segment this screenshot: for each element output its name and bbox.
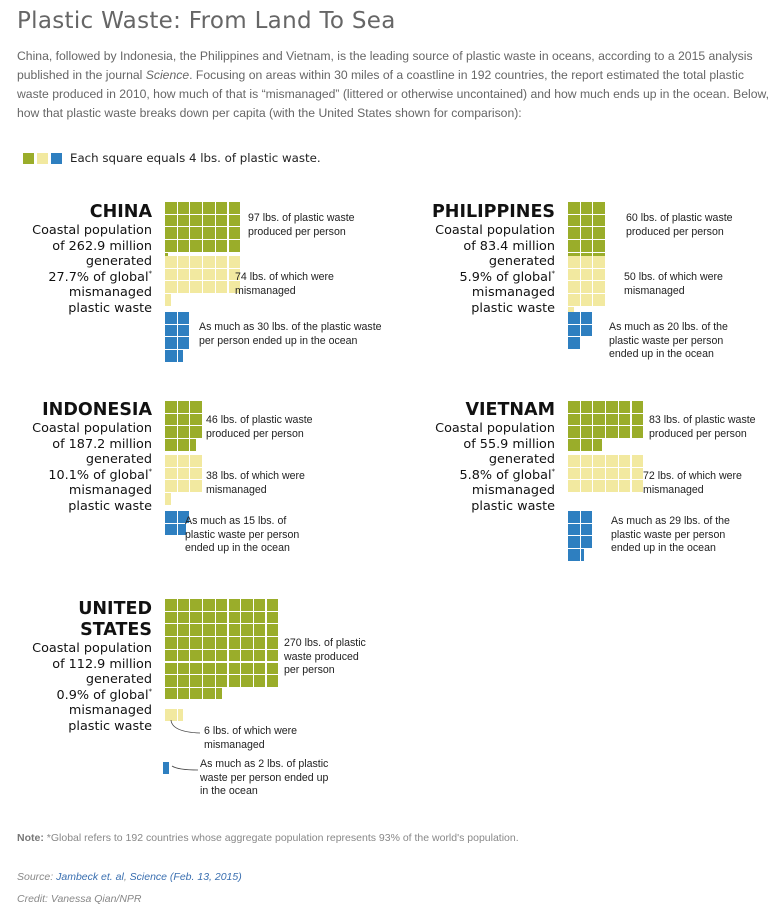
annotation-line: 97 lbs. of plastic waste (248, 212, 355, 224)
mismanaged-line: mismanaged (68, 703, 152, 718)
leader-line-ocean (172, 766, 198, 770)
mismanaged-line: mismanaged (471, 285, 555, 300)
note-star: * (46, 832, 51, 844)
footnote-star: * (551, 467, 555, 476)
generated-line: generated (85, 452, 152, 467)
source-link-jambeck[interactable]: Jambeck et. al (56, 871, 124, 883)
population-line-1: Coastal population (32, 641, 152, 656)
annotation-line: 38 lbs. of which were (206, 470, 305, 482)
annotation-line: produced per person (626, 225, 724, 238)
credit-line: Credit: Vanessa Qian/NPR (17, 893, 142, 905)
annotation-line: 74 lbs. of which were (235, 271, 334, 283)
annotation-line: ended up in the ocean (185, 542, 290, 554)
note-text: Global refers to 192 countries whose aggregate population represents 93% of the world's population. (50, 832, 519, 844)
annotation-line: mismanaged (235, 284, 296, 297)
population-line-2: of 262.9 million (52, 238, 152, 254)
population-line-1: Coastal population (435, 421, 555, 436)
annotation-line: mismanaged (206, 483, 267, 496)
annotation-line: plastic waste per person (185, 528, 300, 541)
footnote-star: * (148, 467, 152, 476)
generated-line: generated (85, 254, 152, 269)
plastic-waste-line: plastic waste (68, 300, 152, 316)
annotation-line: As much as 29 lbs. of the (611, 515, 730, 527)
intro-text-continued: . Focusing on areas within 30 miles of a coastline in 192 countries, the report estimated the total plastic waste produced in 2010, how much of that is “mismanaged” (littered or otherwise uncontained) and how much ends up in the ocean. Below, how that plastic waste breaks down per capita (with the United States shown for comparison): (17, 68, 769, 120)
generated-line: generated (488, 254, 555, 269)
annotation-line: plastic waste per person (611, 528, 726, 541)
global-share: 0.9% of global (56, 687, 149, 703)
annotation-line: 83 lbs. of plastic waste (649, 414, 756, 426)
plastic-waste-line: plastic waste (471, 498, 555, 514)
page-title: Plastic Waste: From Land To Sea (17, 8, 396, 34)
legend-text: Each square equals 4 lbs. of plastic waste. (70, 151, 321, 165)
country-name: CHINA (89, 202, 152, 222)
country-name-line-2: STATES (80, 620, 152, 640)
annotation-line: produced per person (248, 225, 346, 238)
generated-line: generated (488, 452, 555, 467)
source-link-science[interactable]: Science (Feb. 13, 2015) (129, 871, 242, 883)
source-line (17, 871, 242, 883)
mismanaged-line: mismanaged (68, 483, 152, 498)
population-line-2: of 187.2 million (52, 436, 152, 452)
annotation-line: in the ocean (200, 785, 258, 797)
annotation-line: plastic waste per person (609, 334, 724, 347)
annotation-line: waste per person ended up (200, 771, 329, 784)
annotation-line: mismanaged (624, 284, 685, 297)
mismanaged-line: mismanaged (68, 285, 152, 300)
annotation-line: 72 lbs. of which were (643, 470, 742, 482)
annotation-line: 6 lbs. of which were (204, 725, 298, 737)
footnote-star: * (148, 687, 152, 696)
annotation-line: per person (284, 664, 335, 676)
global-share: 27.7% of global (48, 269, 149, 285)
annotation-line: 46 lbs. of plastic waste (206, 414, 313, 426)
country-name-line-1: UNITED (78, 599, 152, 619)
footnote-star: * (551, 269, 555, 278)
annotation-line: As much as 20 lbs. of the (609, 321, 728, 333)
note-label: Note: (17, 832, 44, 844)
country-name: VIETNAM (465, 400, 555, 420)
population-line-1: Coastal population (435, 223, 555, 238)
annotation-line: produced per person (206, 427, 304, 440)
intro-text: China, followed by Indonesia, the Philippines and Vietnam, is the leading source of plastic waste in oceans, according to a 2015 analysis published in the journal (17, 49, 753, 82)
annotation-line: ended up in the ocean (609, 348, 714, 360)
plastic-waste-line: plastic waste (68, 718, 152, 734)
annotation-line: produced per person (649, 427, 747, 440)
population-line-2: of 55.9 million (463, 436, 555, 452)
leader-line-mismanaged (171, 720, 200, 733)
footnote-star: * (148, 269, 152, 278)
generated-line: generated (85, 672, 152, 687)
global-share: 10.1% of global (48, 467, 149, 483)
annotation-line: mismanaged (643, 483, 704, 496)
annotation-line: 270 lbs. of plastic (284, 637, 366, 649)
source-separator: , (123, 871, 130, 883)
mismanaged-line: mismanaged (471, 483, 555, 498)
population-line-1: Coastal population (32, 421, 152, 436)
annotation-line: mismanaged (204, 738, 265, 751)
annotation-line: per person ended up in the ocean (199, 334, 358, 347)
footnote (17, 832, 519, 844)
annotation-line: ended up in the ocean (611, 542, 716, 554)
population-line-1: Coastal population (32, 223, 152, 238)
journal-name: Science (145, 68, 190, 82)
plastic-waste-line: plastic waste (471, 300, 555, 316)
global-share: 5.9% of global (459, 269, 552, 285)
annotation-line: As much as 30 lbs. of the plastic waste (199, 321, 382, 333)
population-line-2: of 83.4 million (463, 238, 555, 254)
country-name: PHILIPPINES (431, 202, 555, 222)
annotation-line: 50 lbs. of which were (624, 271, 723, 283)
global-share: 5.8% of global (459, 467, 552, 483)
plastic-waste-line: plastic waste (68, 498, 152, 514)
annotation-line: As much as 2 lbs. of plastic (200, 758, 329, 770)
source-label: Source: (17, 871, 57, 883)
country-name: INDONESIA (42, 400, 152, 420)
annotation-line: As much as 15 lbs. of (185, 515, 287, 527)
annotation-line: waste produced (284, 650, 359, 663)
annotation-line: 60 lbs. of plastic waste (626, 212, 733, 224)
population-line-2: of 112.9 million (52, 656, 152, 672)
